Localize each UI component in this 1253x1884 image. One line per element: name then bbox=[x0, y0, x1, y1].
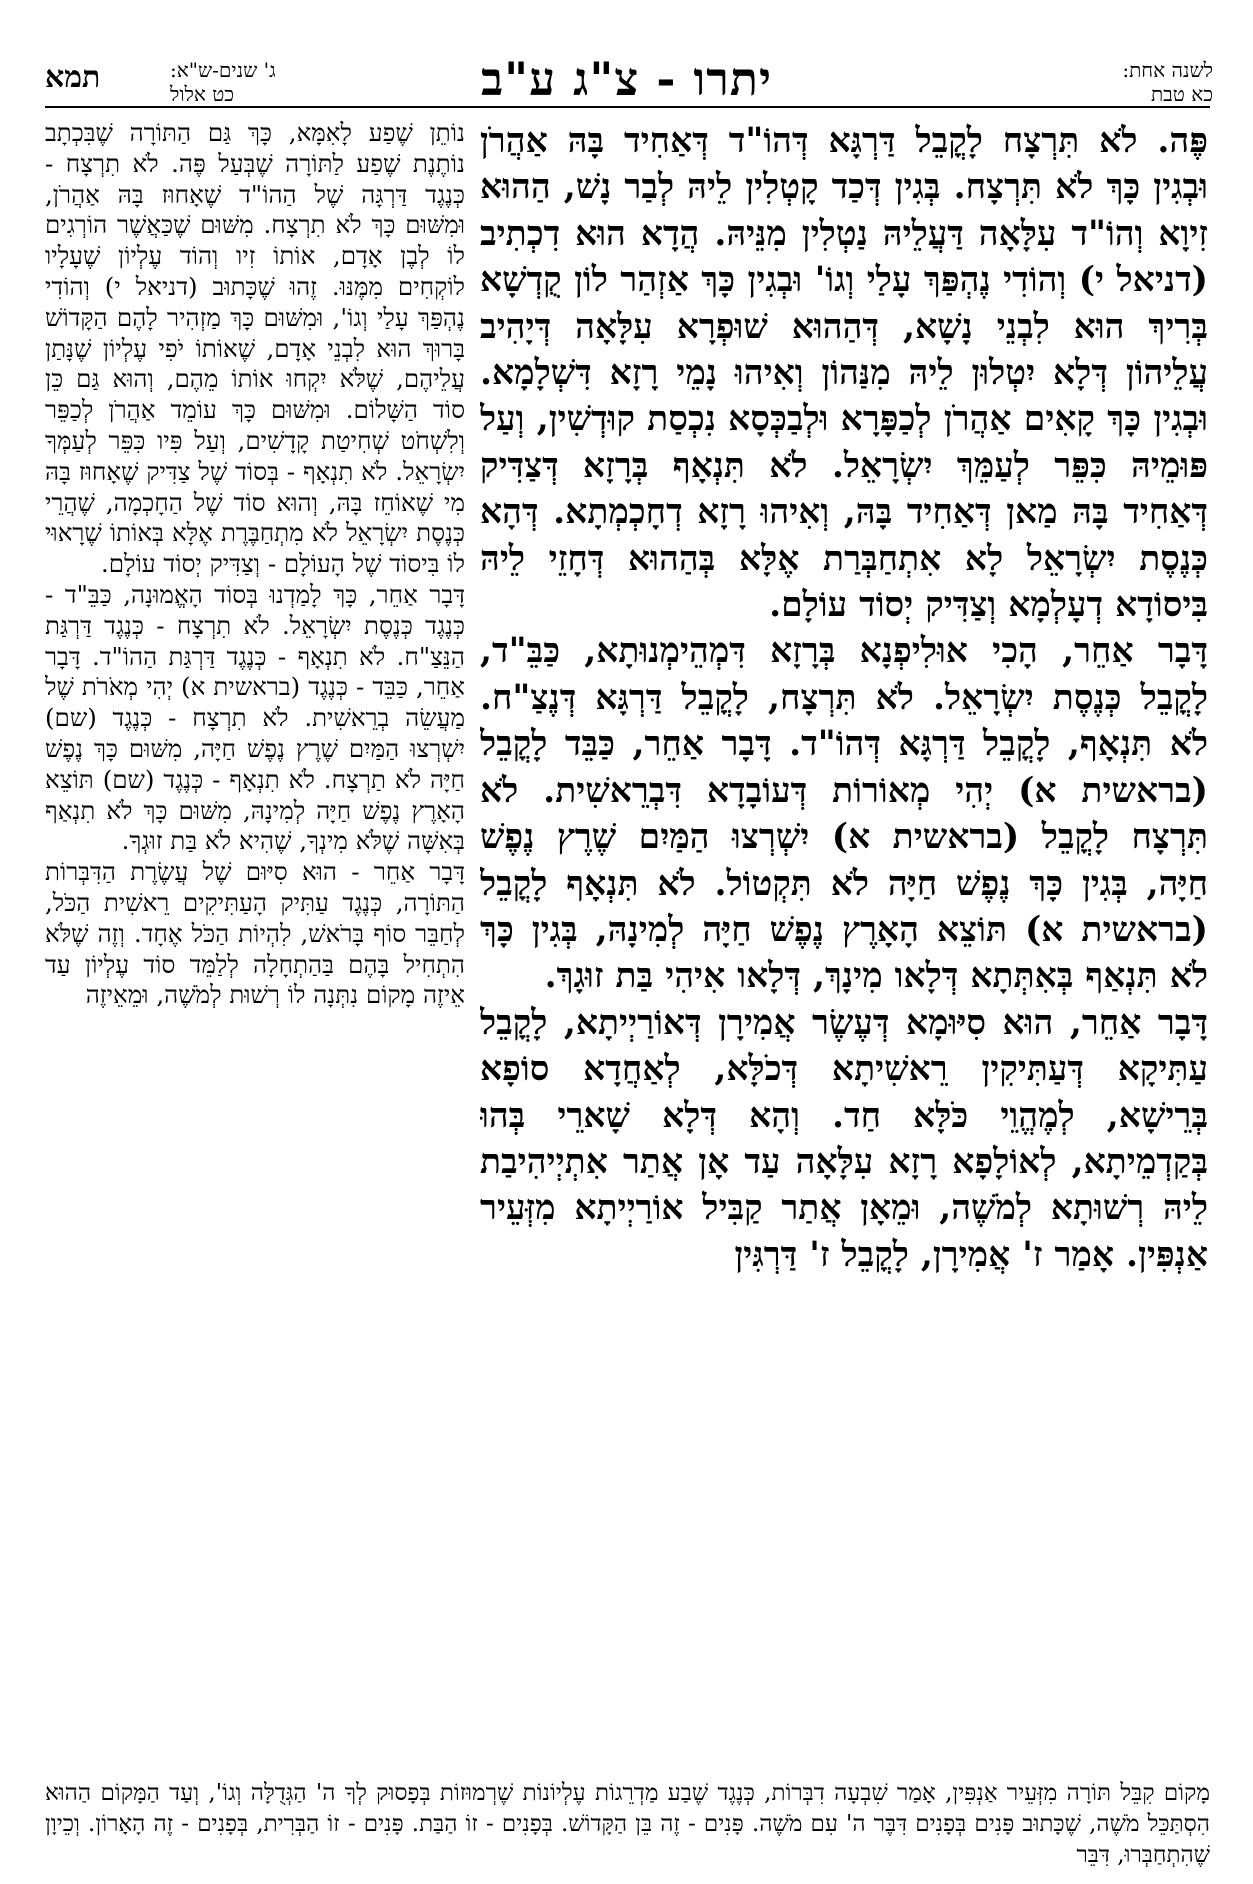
commentary-paragraph: דָּבָר אַחֵר, כָּךְ לָמַדְנוּ בְּסוֹד הָאֱמוּנָה, כַּבֵּ"ד - כְּנֶגֶד כְּנֶסֶת יִשְׂרָאֵל. לֹא תִרְצָח - כְּנֶגֶד דַּרְגַּת הַנֵּצַ"ח. לֹא תִנְאָף - כְּנֶגֶד דַּרְגַּת הַהוֹ"ד. דָּבָר אַחֵר, כַּבֵּד - כְּנֶגֶד (בראשית א) יְהִי מְאֹרֹת שֶׁל מַעֲשֵׂה בְרֵאשִׁית. לֹא תִרְצָח - כְּנֶגֶד (שם) יִשְׁרְצוּ הַמַּיִם שֶׁרֶץ נֶפֶשׁ חַיָּה, מִשּׁוּם כָּךְ נֶפֶשׁ חַיָּה לֹא תַרְצָח. לֹא תִנְאָף - כְּנֶגֶד (שם) תּוֹצֵא הָאָרֶץ נֶפֶשׁ חַיָּה לְמִינָהּ, מִשּׁוּם כָּךְ לֹא תִנְאַף בְּאִשָּׁה שֶׁלֹּא מִינְךָ, שֶׁהִיא לֹא בַּת זוּגְךָ. bbox=[45, 579, 465, 856]
main-paragraph: דָּבָר אַחֵר, הוּא סִיּוּמָא דְּעֶשֶׂר אֲמִירָן דְּאוֹרַיְיתָא, לָקֳבֵל עַתִּיקָא דְּעַתִּיקִין רֵאשִׁיתָא דְּכֹלָּא, לְאַחֲדָא סוֹפָא בְּרֵישָׁא, לְמֶהֱוֵי כֹּלָּא חַד. וְהָא דְּלָא שָׁארֵי בְּהוּ בְּקַדְמֵיתָא, לְאוֹלָפָא רָזָא עִלָּאָה עַד אָן אֲתַר אִתְיְיהִיבַת לֵיהּ רְשׁוּתָא לְמֹשֶׁה, וּמֵאָן אֲתַר קַבִּיל אוֹרַיְיתָא מִזְּעֵיר אַנְפִּין. אָמַר ז' אֲמִירָן, לָקֳבֵל ז' דַּרְגִּין bbox=[480, 1002, 1208, 1275]
three-year-date: כט אלול bbox=[170, 82, 235, 106]
main-paragraph: דָּבָר אַחֵר, הָכִי אוּלִיפְנָא בְּרָזָא דִּמְהֵימְנוּתָא, כַּבֵּ"ד, לָקֳבֵל כְּנֶסֶת יִשְׂרָאֵל. לֹא תִּרְצָח, לָקֳבֵל דַּרְגָּא דְּנֶצַ"ח. לֹא תִּנְאָף, לָקֳבֵל דַּרְגָּא דְּהוֹ"ד. דָּבָר אַחֵר, כַּבֵּד לָקֳבֵל (בראשית א) יְהִי מְאוֹרוֹת דְּעוֹבָדָא דִּבְרֵאשִׁית. לֹא תִּרְצָח לָקֳבֵל (בראשית א) יִשְׁרְצוּ הַמַּיִם שֶׁרֶץ נֶפֶשׁ חַיָּה, בְּגִין כָּךְ נֶפֶשׁ חַיָּה לֹא תִּקְטוֹל. לֹא תִּנְאָף לָקֳבֵל (בראשית א) תּוֹצֵא הָאָרֶץ נֶפֶשׁ חַיָּה לְמִינָהּ, בְּגִין כָּךְ לֹא תִּנְאַף בְּאִתְּתָא דְּלָאו מִינָךְ, דְּלָאו אִיהִי בַּת זוּגָךְ. bbox=[480, 631, 1208, 997]
one-year-date: כא טבת bbox=[1150, 82, 1213, 106]
commentary-paragraph: דָּבָר אַחֵר - הוּא סִיּוּם שֶׁל עֲשֶׂרֶת הַדִּבְּרוֹת הַתּוֹרָה, כְּנֶגֶד עַתִּיק הָעַתִּיקִים רֵאשִׁית הַכֹּל, לְחַבֵּר סוֹף בָּרֹאשׁ, לִהְיוֹת הַכֹּל אֶחָד. וְזֶה שֶׁלֹּא הִתְחִיל בָּהֶם בַּהַתְחָלָה לְלַמֵּד סוֹד עֶלְיוֹן עַד אֵיזֶה מָקוֹם נִתְּנָה לוֹ רְשׁוּת לְמֹשֶׁה, וּמֵאֵיזֶה bbox=[45, 857, 465, 1010]
three-year-label: ג' שנים-ש"א: bbox=[170, 58, 276, 82]
main-text-column bbox=[480, 118, 1208, 1510]
header-divider bbox=[45, 106, 1210, 108]
bottom-continuation bbox=[45, 1778, 1210, 1874]
page-title: יתרו - צ"ג ע"ב bbox=[480, 52, 773, 106]
page-header bbox=[0, 0, 1253, 106]
main-paragraph: פֶּה. לֹא תִּרְצָח לָקֳבֵל דַּרְגָּא דְּהוֹ"ד דְּאַחִיד בָּהּ אַהֲרֹן וּבְגִין כָּךְ לֹא תִּרְצָח. בְּגִין דְּכַד קָטְלִין לֵיהּ לְבַר נָשׁ, הַהוּא זִיוָא וְהוֹ"ד עִלָּאָה דַּעֲלֵיהּ נַטְלִין מִנֵּיהּ. הֲדָא הוּא דִכְתִיב (דניאל י) וְהוֹדִי נֶהְפַּךְ עָלַי וְגוֹ' וּבְגִין כָּךְ אַזְהַר לוֹן קֻדְשָׁא בְּרִיךְ הוּא לִבְנֵי נָשָׁא, דְּהַהוּא שׁוּפְרָא עִלָּאָה דְּיָהִיב עֲלֵיהוֹן דְּלָא יִטְלוּן לֵיהּ מִנַּהוֹן וְאִיהוּ נָמֵי רָזָא דִּשְׁלָמָא. וּבְגִין כָּךְ קָאִים אַהֲרֹן לְכַפָּרָא וּלְבַכְּסָא נִכְסַת קוּדְשִׁין, וְעַל פּוּמֵיהּ כִּפֵּר לְעַמֵּךְ יִשְׂרָאֵל. לֹא תִּנְאָף בְּרָזָא דְּצַדִּיק דְּאַחִיד בָּהּ מַאן דְּאַחִיד בָּהּ, וְאִיהוּ רָזָא דְחָכְמְתָא. דְּהָא כְּנֶסֶת יִשְׂרָאֵל לָא אִתְחַבְּרַת אֶלָּא בְּהַהוּא דְּחָזֵי לֵיהּ בִּיסוֹדָא דְעָלְמָא וְצַדִּיק יְסוֹד עוֹלָם. bbox=[480, 121, 1208, 626]
commentary-column bbox=[45, 118, 465, 1556]
footnote-text: מָקוֹם קִבֵּל תּוֹרָה מִזְּעֵיר אַנְפִּין, אָמַר שִׁבְעָה דִבְּרוֹת, כְּנֶגֶד שֶׁבַע מַדְרֵגוֹת עֶלְיוֹנוֹת שֶׁרְמוּזוֹת בְּפָסוּק לְךָ ה' הַגְּדֻלָּה וְגוֹ', וְעַד הַמָּקוֹם הַהוּא הִסְתַּכֵּל מֹשֶׁה, שֶׁכָּתוּב פָּנִים בְּפָנִים דִּבֶּר ה' עִם מֹשֶׁה. פָּנִים - זֶה בֵּן הַקָּדוֹשׁ. בְּפָנִים - זוֹ הַבַּת. פָּנִים - זוֹ הַבְּרִית, בְּפָנִים - זֶה הָאָרוֹן. וְכֵיוָן שֶׁהִתְחַבְּרוּ, דִּבֵּר bbox=[45, 1780, 1210, 1868]
page-number: תמא bbox=[45, 60, 101, 95]
commentary-paragraph: נוֹתֵן שֶׁפַע לָאִמָּא, כָּךְ גַּם הַתּוֹרָה שֶׁבִּכְתָב נוֹתֶנֶת שֶׁפַע לַתּוֹרָה שֶׁבְּעַל פֶּה. לֹא תִרְצָח - כְּנֶגֶד דַּרְגָּה שֶׁל הַהוֹ"ד שֶׁאָחוּז בָּהּ אַהֲרֹן, וּמִשּׁוּם כָּךְ לֹא תִרְצָח. מִשּׁוּם שֶׁכַּאֲשֶׁר הוֹרְגִים לוֹ לְבֶן אָדָם, אוֹתוֹ זִיו וְהוֹד עֶלְיוֹן שֶׁעָלָיו לוֹקְחִים מִמֶּנּוּ. זֶהוּ שֶׁכָּתוּב (דניאל י) וְהוֹדִי נֶהְפַּךְ עָלַי וְגוֹ', וּמִשּׁוּם כָּךְ מַזְהִיר לָהֶם הַקָּדוֹשׁ בָּרוּךְ הוּא לִבְנֵי אָדָם, שֶׁאוֹתוֹ יֹפִי עֶלְיוֹן שֶׁנָּתַן עֲלֵיהֶם, שֶׁלֹּא יִקְחוּ אוֹתוֹ מֵהֶם, וְהוּא גַּם כֵּן סוֹד הַשָּׁלוֹם. וּמִשּׁוּם כָּךְ עוֹמֵד אַהֲרֹן לְכַפֵּר וְלִשְׁחֹט שְׁחִיטַת קָדָשִׁים, וְעַל פִּיו כִּפֵּר לְעַמְּךָ יִשְׂרָאֵל. לֹא תִנְאָף - בְּסוֹד שֶׁל צַדִּיק שֶׁאָחוּז בָּהּ מִי שֶׁאוֹחֵז בָּהּ, וְהוּא סוֹד שֶׁל הַחָכְמָה, שֶׁהֲרֵי כְּנֶסֶת יִשְׂרָאֵל לֹא מִתְחַבֶּרֶת אֶלָּא בְּאוֹתוֹ שֶׁרָאוּי לוֹ בִּיסוֹד שֶׁל הָעוֹלָם - וְצַדִּיק יְסוֹד עוֹלָם. bbox=[45, 118, 465, 579]
one-year-label: לשנה אחת: bbox=[1122, 58, 1213, 82]
